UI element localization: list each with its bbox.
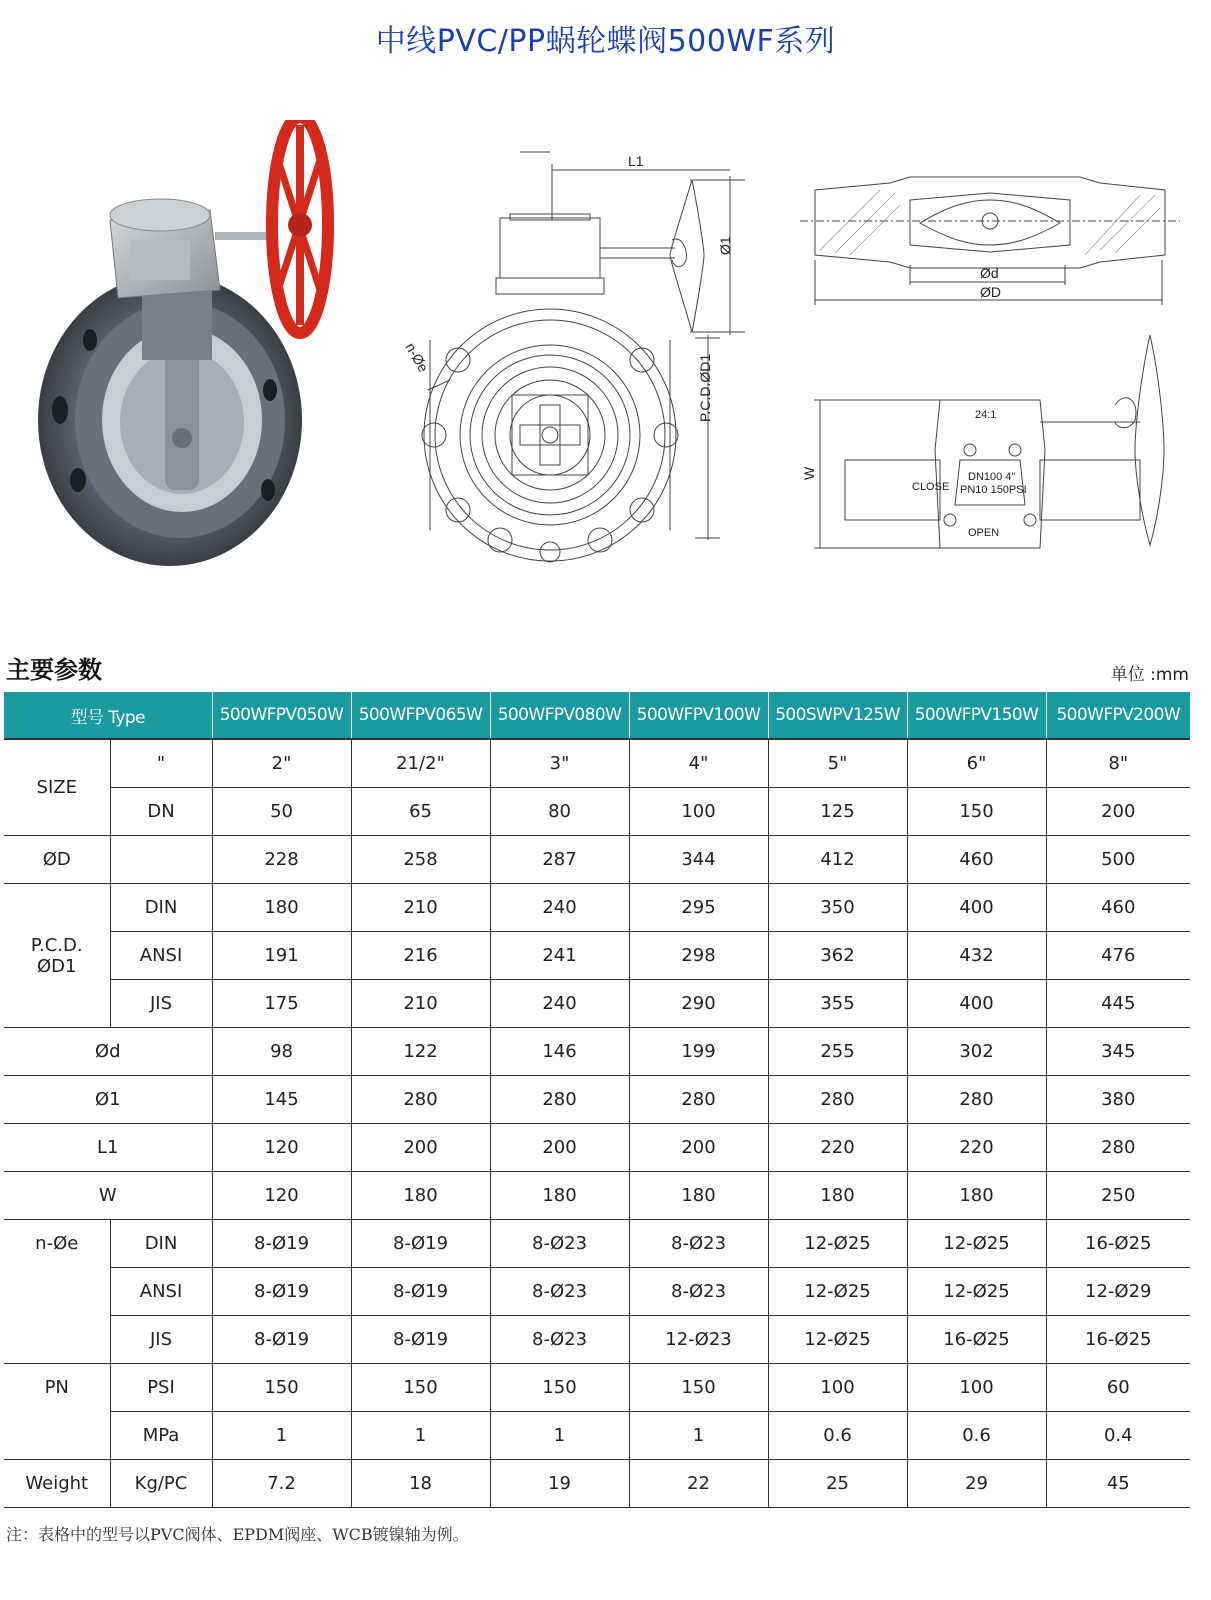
- row-sub-label: PSI: [110, 1364, 212, 1412]
- table-cell: 29: [907, 1460, 1046, 1508]
- row-sub-label: JIS: [110, 1316, 212, 1364]
- row-group-label: Ød: [4, 1028, 212, 1076]
- table-cell: 8-Ø23: [490, 1220, 629, 1268]
- row-group-label: ØD: [4, 836, 110, 884]
- table-cell: 8-Ø23: [490, 1268, 629, 1316]
- table-cell: 16-Ø25: [907, 1316, 1046, 1364]
- table-cell: 191: [212, 932, 351, 980]
- table-row: [4, 1124, 1190, 1172]
- table-row: [4, 1076, 1190, 1124]
- row-group-label: Weight: [4, 1460, 110, 1508]
- table-cell: 8-Ø19: [212, 1220, 351, 1268]
- table-cell: 400: [907, 980, 1046, 1028]
- table-cell: 180: [351, 1172, 490, 1220]
- row-group-label: n-Øe: [4, 1220, 110, 1268]
- model-header: 500WFPV200W: [1046, 692, 1190, 739]
- table-cell: 120: [212, 1172, 351, 1220]
- table-cell: 150: [907, 788, 1046, 836]
- table-cell: 180: [768, 1172, 907, 1220]
- table-cell: 200: [490, 1124, 629, 1172]
- page-title: 中线PVC/PP蜗轮蝶阀500WF系列: [375, 24, 836, 59]
- table-cell: 8-Ø23: [490, 1316, 629, 1364]
- label-ratio: 24:1: [975, 409, 997, 421]
- row-sub-label: ANSI: [110, 1268, 212, 1316]
- table-cell: 228: [212, 836, 351, 884]
- model-header: 500WFPV100W: [629, 692, 768, 739]
- row-sub-label: [110, 836, 212, 884]
- table-row: [4, 884, 1190, 932]
- table-cell: 98: [212, 1028, 351, 1076]
- row-group-label: [4, 1268, 110, 1316]
- label-od-small: Ød: [980, 265, 999, 281]
- row-sub-label: ANSI: [110, 932, 212, 980]
- table-cell: 1: [212, 1412, 351, 1460]
- table-cell: 175: [212, 980, 351, 1028]
- table-cell: 50: [212, 788, 351, 836]
- pcd-label-line1: P.C.D.: [30, 934, 83, 956]
- table-cell: 180: [212, 884, 351, 932]
- table-cell: 180: [490, 1172, 629, 1220]
- table-cell: 280: [907, 1076, 1046, 1124]
- table-cell: 400: [907, 884, 1046, 932]
- table-cell: 25: [768, 1460, 907, 1508]
- table-cell: 8-Ø19: [351, 1316, 490, 1364]
- table-cell: 302: [907, 1028, 1046, 1076]
- table-cell: 60: [1046, 1364, 1190, 1412]
- table-cell: 350: [768, 884, 907, 932]
- row-group-label: L1: [4, 1124, 212, 1172]
- pcd-label-line2: ØD1: [37, 955, 77, 977]
- table-cell: 0.4: [1046, 1412, 1190, 1460]
- table-cell: 65: [351, 788, 490, 836]
- row-sub-label: DIN: [110, 884, 212, 932]
- table-cell: 1: [629, 1412, 768, 1460]
- table-cell: 12-Ø25: [768, 1268, 907, 1316]
- table-cell: 280: [351, 1076, 490, 1124]
- table-cell: 250: [1046, 1172, 1190, 1220]
- table-row: [4, 932, 1190, 980]
- row-sub-label: Kg/PC: [110, 1460, 212, 1508]
- table-row: [4, 1412, 1190, 1460]
- table-cell: 3": [490, 739, 629, 788]
- table-row: [4, 1364, 1190, 1412]
- table-cell: 200: [351, 1124, 490, 1172]
- table-cell: 255: [768, 1028, 907, 1076]
- row-group-label: [4, 1316, 110, 1364]
- table-row: [4, 1220, 1190, 1268]
- top-view-drawing: [800, 330, 1180, 560]
- label-open: OPEN: [968, 527, 1000, 539]
- table-cell: 145: [212, 1076, 351, 1124]
- section-view-drawing: [800, 165, 1180, 310]
- table-cell: 122: [351, 1028, 490, 1076]
- row-sub-label: MPa: [110, 1412, 212, 1460]
- table-cell: 460: [1046, 884, 1190, 932]
- table-cell: 100: [629, 788, 768, 836]
- table-cell: 16-Ø25: [1046, 1220, 1190, 1268]
- table-cell: 280: [768, 1076, 907, 1124]
- table-cell: 476: [1046, 932, 1190, 980]
- table-cell: 1: [490, 1412, 629, 1460]
- table-cell: 180: [629, 1172, 768, 1220]
- table-cell: 125: [768, 788, 907, 836]
- row-group-label: [4, 1412, 110, 1460]
- table-cell: 1: [351, 1412, 490, 1460]
- footnote: 注：表格中的型号以PVC阀体、EPDM阀座、WCB镀镍轴为例。: [6, 1525, 469, 1544]
- table-row: [4, 1172, 1190, 1220]
- table-cell: 146: [490, 1028, 629, 1076]
- table-cell: 355: [768, 980, 907, 1028]
- row-group-label: [4, 884, 110, 1028]
- table-cell: 380: [1046, 1076, 1190, 1124]
- table-cell: 16-Ø25: [1046, 1316, 1190, 1364]
- label-ne: n-Øe: [402, 339, 432, 375]
- label-pcd: P.C.D.ØD1: [697, 353, 713, 422]
- table-cell: 7.2: [212, 1460, 351, 1508]
- table-cell: 19: [490, 1460, 629, 1508]
- model-header: 500SWPV125W: [768, 692, 907, 739]
- table-cell: 12-Ø29: [1046, 1268, 1190, 1316]
- label-w: W: [801, 466, 817, 480]
- table-cell: 412: [768, 836, 907, 884]
- table-cell: 432: [907, 932, 1046, 980]
- table-cell: 344: [629, 836, 768, 884]
- unit-label: 单位 :mm: [1110, 665, 1189, 685]
- row-sub-label: DIN: [110, 1220, 212, 1268]
- table-cell: 216: [351, 932, 490, 980]
- table-cell: 200: [1046, 788, 1190, 836]
- table-cell: 12-Ø25: [907, 1220, 1046, 1268]
- model-header: 500WFPV150W: [907, 692, 1046, 739]
- table-cell: 100: [907, 1364, 1046, 1412]
- table-cell: 290: [629, 980, 768, 1028]
- table-cell: 8-Ø19: [351, 1220, 490, 1268]
- table-cell: 287: [490, 836, 629, 884]
- table-cell: 460: [907, 836, 1046, 884]
- table-cell: 8-Ø19: [212, 1316, 351, 1364]
- model-header: 500WFPV065W: [351, 692, 490, 739]
- valve-product-photo: [30, 120, 350, 580]
- spec-table: [4, 692, 1190, 1508]
- table-row: [4, 1316, 1190, 1364]
- table-cell: 445: [1046, 980, 1190, 1028]
- row-sub-label: DN: [110, 788, 212, 836]
- table-cell: 280: [490, 1076, 629, 1124]
- table-cell: 220: [907, 1124, 1046, 1172]
- row-sub-label: JIS: [110, 980, 212, 1028]
- front-view-drawing: [400, 140, 760, 580]
- header-row: [4, 692, 1190, 739]
- label-o1: Ø1: [717, 236, 733, 255]
- table-cell: 280: [629, 1076, 768, 1124]
- row-group-label: SIZE: [4, 739, 110, 836]
- table-cell: 8": [1046, 739, 1190, 788]
- table-cell: 0.6: [768, 1412, 907, 1460]
- table-cell: 362: [768, 932, 907, 980]
- table-cell: 150: [629, 1364, 768, 1412]
- table-cell: 180: [907, 1172, 1046, 1220]
- table-row: [4, 1460, 1190, 1508]
- table-cell: 241: [490, 932, 629, 980]
- table-row: [4, 836, 1190, 884]
- table-cell: 12-Ø25: [768, 1316, 907, 1364]
- table-cell: 240: [490, 884, 629, 932]
- table-cell: 150: [490, 1364, 629, 1412]
- nameplate-line-1: DN100 4": [968, 471, 1016, 483]
- table-cell: 345: [1046, 1028, 1190, 1076]
- table-cell: 150: [351, 1364, 490, 1412]
- table-cell: 8-Ø23: [629, 1268, 768, 1316]
- table-cell: 199: [629, 1028, 768, 1076]
- row-group-label: PN: [4, 1364, 110, 1412]
- table-cell: 22: [629, 1460, 768, 1508]
- table-cell: 240: [490, 980, 629, 1028]
- table-cell: 120: [212, 1124, 351, 1172]
- table-cell: 12-Ø25: [768, 1220, 907, 1268]
- table-cell: 280: [1046, 1124, 1190, 1172]
- table-row: [4, 980, 1190, 1028]
- table-cell: 80: [490, 788, 629, 836]
- table-cell: 210: [351, 980, 490, 1028]
- table-cell: 295: [629, 884, 768, 932]
- table-cell: 258: [351, 836, 490, 884]
- nameplate-line-2: PN10 150PSI: [960, 484, 1027, 496]
- table-cell: 100: [768, 1364, 907, 1412]
- table-row: [4, 1028, 1190, 1076]
- table-cell: 4": [629, 739, 768, 788]
- table-cell: 18: [351, 1460, 490, 1508]
- table-cell: 298: [629, 932, 768, 980]
- table-cell: 500: [1046, 836, 1190, 884]
- table-cell: 210: [351, 884, 490, 932]
- label-close: CLOSE: [912, 481, 950, 493]
- table-cell: 8-Ø19: [351, 1268, 490, 1316]
- type-header: 型号 Type: [4, 692, 212, 739]
- table-row: [4, 788, 1190, 836]
- table-cell: 12-Ø23: [629, 1316, 768, 1364]
- table-row: [4, 1268, 1190, 1316]
- table-cell: 5": [768, 739, 907, 788]
- label-l1: L1: [628, 153, 644, 169]
- table-cell: 8-Ø23: [629, 1220, 768, 1268]
- table-cell: 6": [907, 739, 1046, 788]
- row-sub-label: ": [110, 739, 212, 788]
- table-row: [4, 739, 1190, 788]
- label-od-big: ØD: [980, 284, 1001, 300]
- row-group-label: Ø1: [4, 1076, 212, 1124]
- model-header: 500WFPV050W: [212, 692, 351, 739]
- table-cell: 200: [629, 1124, 768, 1172]
- table-cell: 21/2": [351, 739, 490, 788]
- section-title: 主要参数: [6, 656, 102, 684]
- table-cell: 220: [768, 1124, 907, 1172]
- table-cell: 0.6: [907, 1412, 1046, 1460]
- table-cell: 2": [212, 739, 351, 788]
- table-cell: 8-Ø19: [212, 1268, 351, 1316]
- model-header: 500WFPV080W: [490, 692, 629, 739]
- row-group-label: W: [4, 1172, 212, 1220]
- table-cell: 12-Ø25: [907, 1268, 1046, 1316]
- table-cell: 45: [1046, 1460, 1190, 1508]
- table-cell: 150: [212, 1364, 351, 1412]
